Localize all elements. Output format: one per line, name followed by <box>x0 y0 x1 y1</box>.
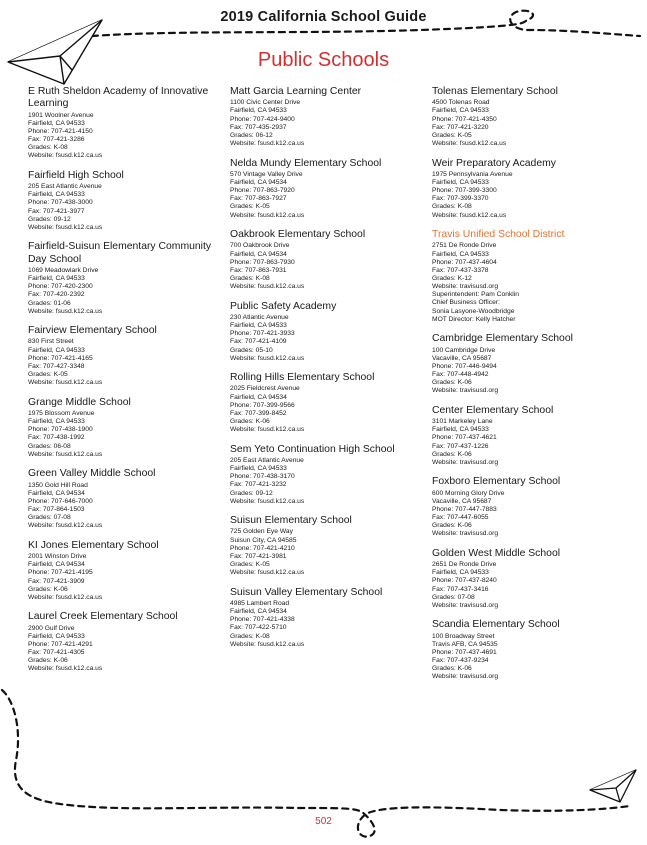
school-detail-line: Fax: 707-438-1992 <box>28 434 85 442</box>
school-name: Fairfield High School <box>28 169 124 181</box>
school-detail-line: Fax: 707-421-3977 <box>28 207 85 215</box>
school-detail-line: 100 Cambridge Drive <box>432 346 496 354</box>
school-detail-line: Grades: K-06 <box>230 418 270 426</box>
school-detail-line: Fairfield, CA 94533 <box>432 178 489 186</box>
school-detail-line: Grades: K-08 <box>28 144 68 152</box>
school-entry <box>28 241 223 316</box>
school-entry <box>432 333 632 395</box>
school-detail-line: Fax: 707-421-3286 <box>28 136 85 144</box>
school-detail-line: 700 Oakbrook Drive <box>230 242 290 250</box>
school-detail-line: Phone: 707-646-7000 <box>28 497 93 505</box>
school-detail-line: Fairfield, CA 94534 <box>28 489 85 497</box>
school-detail-line: MOT Director: Kelly Hatcher <box>432 315 516 323</box>
school-detail-line: 2900 Gulf Drive <box>28 624 75 632</box>
school-detail-line: 1901 Woolner Avenue <box>28 111 94 119</box>
school-detail-line: Grades: K-06 <box>432 379 472 387</box>
school-detail-line: Website: fsusd.k12.ca.us <box>432 140 507 148</box>
school-name: Green Valley Middle School <box>28 468 156 480</box>
school-detail-line: Grades: 07-08 <box>28 514 71 522</box>
school-detail-line: Website: fsusd.k12.ca.us <box>230 140 305 148</box>
school-name: Foxboro Elementary School <box>432 476 561 488</box>
school-detail-line: Website: fsusd.k12.ca.us <box>28 152 103 160</box>
school-detail-line: Grades: K-08 <box>230 632 270 640</box>
school-detail-line: Grades: K-12 <box>432 274 472 282</box>
school-detail-line: Fax: 707-399-3370 <box>432 195 489 203</box>
school-detail-line: Fairfield, CA 94533 <box>28 275 85 283</box>
school-detail-line: Fairfield, CA 94533 <box>432 569 489 577</box>
school-detail-line: 600 Morning Glory Drive <box>432 489 505 497</box>
school-detail-line: Fax: 707-447-6055 <box>432 514 489 522</box>
school-detail-line: Fairfield, CA 94533 <box>432 250 489 258</box>
school-entry <box>28 325 223 387</box>
school-detail-line: Phone: 707-421-4210 <box>230 544 295 552</box>
school-detail-line: 830 First Street <box>28 338 74 346</box>
school-name: Oakbrook Elementary School <box>230 229 366 241</box>
school-name: Weir Preparatory Academy <box>432 157 556 169</box>
school-detail-line: Phone: 707-437-4604 <box>432 258 497 266</box>
school-detail-line: Phone: 707-438-1900 <box>28 426 93 434</box>
school-detail-line: Phone: 707-863-7930 <box>230 258 295 266</box>
school-detail-line: Website: fsusd.k12.ca.us <box>28 450 103 458</box>
school-entry <box>230 86 425 148</box>
school-detail-line: Website: fsusd.k12.ca.us <box>230 283 305 291</box>
school-detail-line: Fax: 707-437-3416 <box>432 585 489 593</box>
guide-title: 2019 California School Guide <box>220 9 427 25</box>
school-detail-line: Fairfield, CA 94534 <box>230 250 287 258</box>
school-detail-line: Grades: K-05 <box>28 371 68 379</box>
school-detail-line: Website: fsusd.k12.ca.us <box>28 223 103 231</box>
school-detail-line: Superintendent: Pam Conklin <box>432 291 519 299</box>
school-name: Grange Middle School <box>28 396 131 408</box>
school-entry <box>432 476 632 538</box>
school-detail-line: Website: travisusd.org <box>432 283 499 291</box>
school-detail-line: Grades: K-06 <box>28 585 68 593</box>
school-detail-line: Fax: 707-437-1226 <box>432 442 489 450</box>
school-entry <box>28 468 223 530</box>
school-detail-line: Grades: 09-12 <box>28 215 71 223</box>
school-name: Scandia Elementary School <box>432 619 560 631</box>
school-detail-line: 570 Vintage Valley Drive <box>230 170 303 178</box>
school-detail-line: Fax: 707-437-3378 <box>432 266 489 274</box>
school-detail-line: Website: fsusd.k12.ca.us <box>230 211 305 219</box>
school-detail-line: Fairfield, CA 94533 <box>230 322 287 330</box>
school-detail-line: Fax: 707-420-2392 <box>28 291 85 299</box>
school-detail-line: 2651 De Ronde Drive <box>432 561 497 569</box>
school-detail-line: Phone: 707-438-3000 <box>28 199 93 207</box>
paper-airplane-icon <box>590 770 636 802</box>
school-detail-line: Travis AFB, CA 94535 <box>432 640 498 648</box>
school-detail-line: Grades: 06-12 <box>230 131 273 139</box>
school-entry <box>230 515 425 577</box>
school-detail-line: Fax: 707-863-7931 <box>230 266 287 274</box>
school-detail-line: Fax: 707-448-4942 <box>432 370 489 378</box>
school-entry <box>432 86 632 148</box>
school-entry <box>28 170 223 232</box>
school-detail-line: Grades: 07-08 <box>432 593 475 601</box>
school-detail-line: Website: fsusd.k12.ca.us <box>230 354 305 362</box>
school-detail-line: Phone: 707-421-4150 <box>28 127 93 135</box>
school-detail-line: Fax: 707-421-3981 <box>230 552 287 560</box>
school-name: Sem Yeto Continuation High School <box>230 443 395 455</box>
school-detail-line: 2025 Fieldcrest Avenue <box>230 385 300 393</box>
school-entry <box>28 397 223 459</box>
school-detail-line: Fax: 707-427-3348 <box>28 362 85 370</box>
school-detail-line: Fairfield, CA 94533 <box>28 191 85 199</box>
school-detail-line: 2001 Winston Drive <box>28 553 87 561</box>
school-detail-line: Grades: 09-12 <box>230 489 273 497</box>
school-detail-line: Phone: 707-421-4165 <box>28 354 93 362</box>
school-detail-line: 4985 Lambert Road <box>230 600 290 608</box>
school-detail-line: Website: travisusd.org <box>432 601 499 609</box>
school-name: Fairview Elementary School <box>28 325 157 337</box>
school-detail-line: Website: travisusd.org <box>432 530 499 538</box>
school-detail-line: 1975 Blossom Avenue <box>28 410 95 418</box>
school-name: Golden West Middle School <box>432 547 561 559</box>
school-entry <box>432 405 632 467</box>
school-detail-line: Website: fsusd.k12.ca.us <box>230 426 305 434</box>
school-detail-line: Phone: 707-437-8240 <box>432 577 497 585</box>
school-detail-line: Phone: 707-420-2300 <box>28 283 93 291</box>
section-title: Public Schools <box>257 49 390 71</box>
school-entry <box>230 229 425 291</box>
column-2 <box>230 86 425 658</box>
school-detail-line: Vacaville, CA 95687 <box>432 354 492 362</box>
school-name: Laurel Creek Elementary School <box>28 611 178 623</box>
school-detail-line: Phone: 707-447-7883 <box>432 505 497 513</box>
school-detail-line: Phone: 707-421-4338 <box>230 616 295 624</box>
school-detail-line: Phone: 707-437-4691 <box>432 648 497 656</box>
school-name: Nelda Mundy Elementary School <box>230 157 382 169</box>
school-detail-line: Grades: K-06 <box>432 450 472 458</box>
school-detail-line: Fax: 707-421-4109 <box>230 338 287 346</box>
school-detail-line: Fax: 707-863-7927 <box>230 195 287 203</box>
school-entry <box>432 619 632 681</box>
school-detail-line: 205 East Atlantic Avenue <box>28 183 102 191</box>
school-detail-line: Grades: K-05 <box>432 131 472 139</box>
school-detail-line: 1100 Civic Center Drive <box>230 99 301 107</box>
school-entry <box>432 548 632 610</box>
school-detail-line: Grades: 06-08 <box>28 442 71 450</box>
school-detail-line: Website: travisusd.org <box>432 673 499 681</box>
school-detail-line: Fairfield, CA 94533 <box>28 418 85 426</box>
school-detail-line: Fax: 707-421-4305 <box>28 649 85 657</box>
school-detail-line: Phone: 707-421-4195 <box>28 569 93 577</box>
school-detail-line: Phone: 707-446-9494 <box>432 362 497 370</box>
school-detail-line: Website: travisusd.org <box>432 458 499 466</box>
school-detail-line: Fairfield, CA 94534 <box>28 561 85 569</box>
school-entry <box>230 444 425 506</box>
school-detail-line: Fax: 707-864-1503 <box>28 506 85 514</box>
school-detail-line: Fax: 707-421-3220 <box>432 123 489 131</box>
school-detail-line: 205 East Atlantic Avenue <box>230 456 304 464</box>
school-detail-line: Website: fsusd.k12.ca.us <box>432 211 507 219</box>
school-detail-line: Phone: 707-421-4291 <box>28 640 93 648</box>
school-name: Tolenas Elementary School <box>432 86 558 97</box>
school-detail-line: 2751 De Ronde Drive <box>432 242 497 250</box>
school-entry <box>28 86 223 161</box>
school-name: Fairfield-Suisun Elementary Community Day School <box>28 241 212 265</box>
school-detail-line: Fax: 707-421-3909 <box>28 577 85 585</box>
school-detail-line: Grades: K-08 <box>230 274 270 282</box>
school-name: Rolling Hills Elementary School <box>230 372 375 384</box>
school-detail-line: Grades: K-08 <box>432 203 472 211</box>
school-name: Suisun Valley Elementary School <box>230 586 383 598</box>
school-detail-line: Website: fsusd.k12.ca.us <box>230 640 305 648</box>
school-detail-line: Fairfield, CA 94533 <box>28 632 85 640</box>
school-detail-line: 725 Golden Eye Way <box>230 528 293 536</box>
school-name: Matt Garcia Learning Center <box>230 86 362 97</box>
school-detail-line: Fairfield, CA 94534 <box>230 393 287 401</box>
school-detail-line: Sonia Lasyone-Woodbridge <box>432 307 515 315</box>
school-detail-line: 230 Atlantic Avenue <box>230 313 289 321</box>
school-detail-line: 1350 Gold Hill Road <box>28 481 88 489</box>
school-detail-line: Phone: 707-399-3300 <box>432 187 497 195</box>
school-detail-line: Website: fsusd.k12.ca.us <box>230 497 305 505</box>
school-name: Public Safety Academy <box>230 300 337 312</box>
school-detail-line: Phone: 707-421-3933 <box>230 330 295 338</box>
school-detail-line: Grades: 01-06 <box>28 299 71 307</box>
school-detail-line: Phone: 707-421-4350 <box>432 115 497 123</box>
school-detail-line: 1069 Meadowlark Drive <box>28 266 99 274</box>
school-name: KI Jones Elementary School <box>28 539 159 551</box>
school-detail-line: Fax: 707-437-9234 <box>432 657 489 665</box>
column-3 <box>432 86 632 691</box>
school-detail-line: Fairfield, CA 94533 <box>432 107 489 115</box>
school-detail-line: Fax: 707-421-3232 <box>230 481 287 489</box>
page-number: 502 <box>315 816 332 827</box>
school-name: E Ruth Sheldon Academy of Innovative Learning <box>28 86 209 110</box>
school-detail-line: Grades: K-06 <box>432 522 472 530</box>
school-detail-line: Suisun City, CA 94585 <box>230 536 297 544</box>
school-detail-line: Phone: 707-437-4621 <box>432 434 497 442</box>
school-detail-line: 4500 Tolenas Road <box>432 99 490 107</box>
school-detail-line: 3101 Markeley Lane <box>432 418 493 426</box>
school-detail-line: Fairfield, CA 94533 <box>28 346 85 354</box>
school-entry <box>230 372 425 434</box>
school-entry <box>230 587 425 649</box>
school-detail-line: Grades: K-06 <box>432 665 472 673</box>
school-detail-line: Fairfield, CA 94534 <box>230 608 287 616</box>
school-detail-line: Fairfield, CA 94533 <box>432 426 489 434</box>
school-detail-line: Fairfield, CA 94534 <box>230 178 287 186</box>
school-detail-line: Grades: K-05 <box>230 203 270 211</box>
school-detail-line: Phone: 707-863-7920 <box>230 187 295 195</box>
school-entry <box>230 301 425 363</box>
school-detail-line: 1975 Pennsylvania Avenue <box>432 170 513 178</box>
school-detail-line: Fairfield, CA 94533 <box>230 465 287 473</box>
column-1 <box>28 86 223 683</box>
school-detail-line: Fairfield, CA 94533 <box>230 107 287 115</box>
school-name: Cambridge Elementary School <box>432 333 573 345</box>
bottom-flight-path <box>2 690 630 837</box>
school-detail-line: Fax: 707-435-2937 <box>230 123 287 131</box>
school-detail-line: Phone: 707-438-3170 <box>230 473 295 481</box>
school-detail-line: Website: travisusd.org <box>432 387 499 395</box>
district-name: Travis Unified School District <box>432 229 565 241</box>
school-detail-line: Grades: K-05 <box>230 561 270 569</box>
school-detail-line: Website: fsusd.k12.ca.us <box>230 569 305 577</box>
school-detail-line: Fax: 707-399-8452 <box>230 409 287 417</box>
school-detail-line: Website: fsusd.k12.ca.us <box>28 379 103 387</box>
school-detail-line: Fairfield, CA 94533 <box>28 119 85 127</box>
school-entry <box>28 611 223 673</box>
school-detail-line: Website: fsusd.k12.ca.us <box>28 593 103 601</box>
school-detail-line: Website: fsusd.k12.ca.us <box>28 665 103 673</box>
school-detail-line: Grades: K-06 <box>28 657 68 665</box>
school-name: Center Elementary School <box>432 404 554 416</box>
school-detail-line: Phone: 707-424-9400 <box>230 115 295 123</box>
school-detail-line: Phone: 707-399-9566 <box>230 401 295 409</box>
school-detail-line: Vacaville, CA 95687 <box>432 497 492 505</box>
school-entry <box>28 540 223 602</box>
school-entry <box>230 158 425 220</box>
school-name: Suisun Elementary School <box>230 515 352 527</box>
school-detail-line: Grades: 05-10 <box>230 346 273 354</box>
school-detail-line: 100 Broadway Street <box>432 632 495 640</box>
school-detail-line: Website: fsusd.k12.ca.us <box>28 522 103 530</box>
district-entry <box>432 229 632 324</box>
school-detail-line: Fax: 707-422-5710 <box>230 624 287 632</box>
school-detail-line: Website: fsusd.k12.ca.us <box>28 307 103 315</box>
school-entry <box>432 158 632 220</box>
school-detail-line: Chief Business Officer: <box>432 299 500 307</box>
